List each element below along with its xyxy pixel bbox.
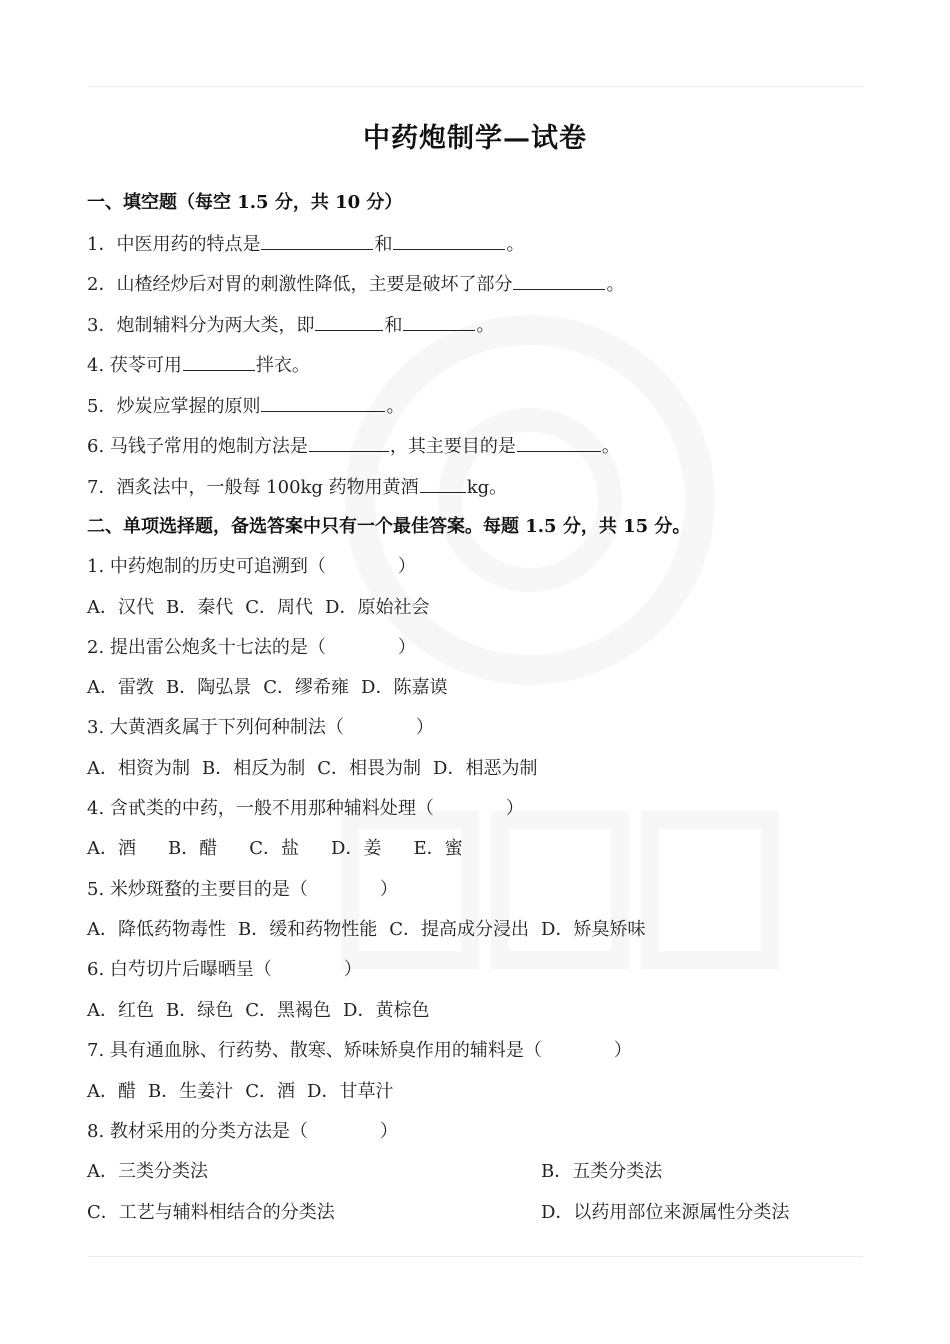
mc-question-7-options [87,1079,393,1105]
q2-blank-1[interactable] [513,271,605,290]
q4-blank-1[interactable] [183,352,255,371]
option-c[interactable]: C．盐 [249,838,300,859]
option-a[interactable]: A．醋 [87,1081,136,1102]
mc-question-5-options [87,917,645,943]
option-b[interactable]: B．缓和药物性能 [238,919,378,940]
option-c[interactable]: C．相畏为制 [317,758,422,779]
mc-question-3-options [87,756,537,782]
q1-blank-2[interactable] [393,231,505,250]
q3-blank-1[interactable] [315,312,383,331]
option-a[interactable]: A．降低药物毒性 [87,919,226,940]
option-d[interactable]: D．黄棕色 [343,1000,430,1021]
q6-text-c: 。 [601,436,620,457]
mc-question-4-stem: 4. 含甙类的中药，一般不用那种辅料处理（ ） [87,798,524,819]
option-a[interactable]: A．酒 [87,838,136,859]
exam-title: 中药炮制学—试卷 [363,123,587,154]
mc-question-4-options [87,836,463,862]
fill-question-3 [87,312,494,339]
q5-text-a: 5．炒炭应掌握的原则 [87,396,261,417]
mc-question-5-stem: 5. 米炒斑蝥的主要目的是（ ） [87,879,398,900]
option-e[interactable]: E．蜜 [413,838,463,859]
mc-question-8-stem: 8. 教材采用的分类方法是（ ） [87,1121,398,1142]
option-c[interactable]: C．酒 [245,1081,296,1102]
q1-text-b: 和 [374,234,393,255]
q7-text-b: kg。 [466,477,508,498]
mc-question-2-options [87,675,447,701]
q4-text-a: 4. 茯苓可用 [87,355,182,376]
mc-question-8-options-row1 [87,1159,863,1185]
mc-question-2-stem: 2. 提出雷公炮炙十七法的是（ ） [87,637,416,658]
fill-question-7 [87,474,507,501]
mc-question-1-options [87,595,429,621]
option-d[interactable]: D．以药用部位来源属性分类法 [541,1202,790,1223]
option-a[interactable]: A．雷敩 [87,677,154,698]
option-d[interactable]: D．矫臭矫味 [541,919,646,940]
option-b[interactable]: B．相反为制 [202,758,306,779]
q6-text-a: 6. 马钱子常用的炮制方法是 [87,436,308,457]
option-d[interactable]: D．姜 [331,838,382,859]
fill-question-4 [87,352,310,379]
option-d[interactable]: D．原始社会 [325,597,430,618]
section2-heading: 二、单项选择题，备选答案中只有一个最佳答案。每题 1.5 分，共 15 分。 [87,516,691,537]
mc-question-6-stem: 6. 白芍切片后曝晒呈（ ） [87,959,362,980]
option-a[interactable]: A．相资为制 [87,758,190,779]
q1-text-c: 。 [506,234,525,255]
option-c[interactable]: C．黑褐色 [245,1000,332,1021]
option-a[interactable]: A．汉代 [87,597,154,618]
q7-text-a: 7．酒炙法中，一般每 100kg 药物用黄酒 [87,477,419,498]
option-b[interactable]: B．秦代 [166,597,234,618]
q3-text-a: 3．炮制辅料分为两大类，即 [87,315,315,336]
option-c[interactable]: C．工艺与辅料相结合的分类法 [87,1202,335,1223]
q5-text-b: 。 [386,396,405,417]
option-b[interactable]: B．陶弘景 [166,677,252,698]
option-c[interactable]: C．周代 [245,597,314,618]
option-b[interactable]: B．五类分类法 [541,1161,663,1182]
q2-text-a: 2．山楂经炒后对胃的刺激性降低，主要是破坏了部分 [87,274,513,295]
q7-blank-1[interactable] [420,474,466,493]
option-a[interactable]: A．三类分类法 [87,1161,208,1182]
option-b[interactable]: B．生姜汁 [148,1081,234,1102]
q3-text-b: 和 [384,315,403,336]
fill-question-5 [87,393,404,420]
mc-question-8-options-row2 [87,1200,863,1226]
option-b[interactable]: B．绿色 [166,1000,234,1021]
fill-question-6 [87,433,620,460]
mc-question-6-options [87,998,429,1024]
option-c[interactable]: C．提高成分浸出 [389,919,530,940]
q1-text-a: 1．中医用药的特点是 [87,234,261,255]
option-d[interactable]: D．甘草汁 [307,1081,394,1102]
bottom-rule [88,1256,863,1257]
option-b[interactable]: B．醋 [168,838,218,859]
section1-heading: 一、填空题（每空 1.5 分，共 10 分） [87,192,403,213]
option-d[interactable]: D．相恶为制 [433,758,538,779]
q4-text-b: 拌衣。 [255,355,310,376]
fill-question-2 [87,271,624,298]
q5-blank-1[interactable] [261,393,385,412]
q3-blank-2[interactable] [403,312,475,331]
option-d[interactable]: D．陈嘉谟 [361,677,448,698]
q6-text-b: ，其主要目的是 [389,436,516,457]
mc-question-3-stem: 3. 大黄酒炙属于下列何种制法（ ） [87,717,434,738]
option-c[interactable]: C．缪希雍 [263,677,350,698]
q3-text-c: 。 [476,315,495,336]
mc-question-1-stem: 1. 中药炮制的历史可追溯到（ ） [87,556,416,577]
q6-blank-2[interactable] [517,433,601,452]
option-a[interactable]: A．红色 [87,1000,154,1021]
fill-question-1 [87,231,524,258]
q6-blank-1[interactable] [309,433,389,452]
q1-blank-1[interactable] [261,231,373,250]
top-rule [88,86,863,87]
mc-question-7-stem: 7. 具有通血脉、行药势、散寒、矫味矫臭作用的辅料是（ ） [87,1040,632,1061]
q2-text-b: 。 [606,274,625,295]
